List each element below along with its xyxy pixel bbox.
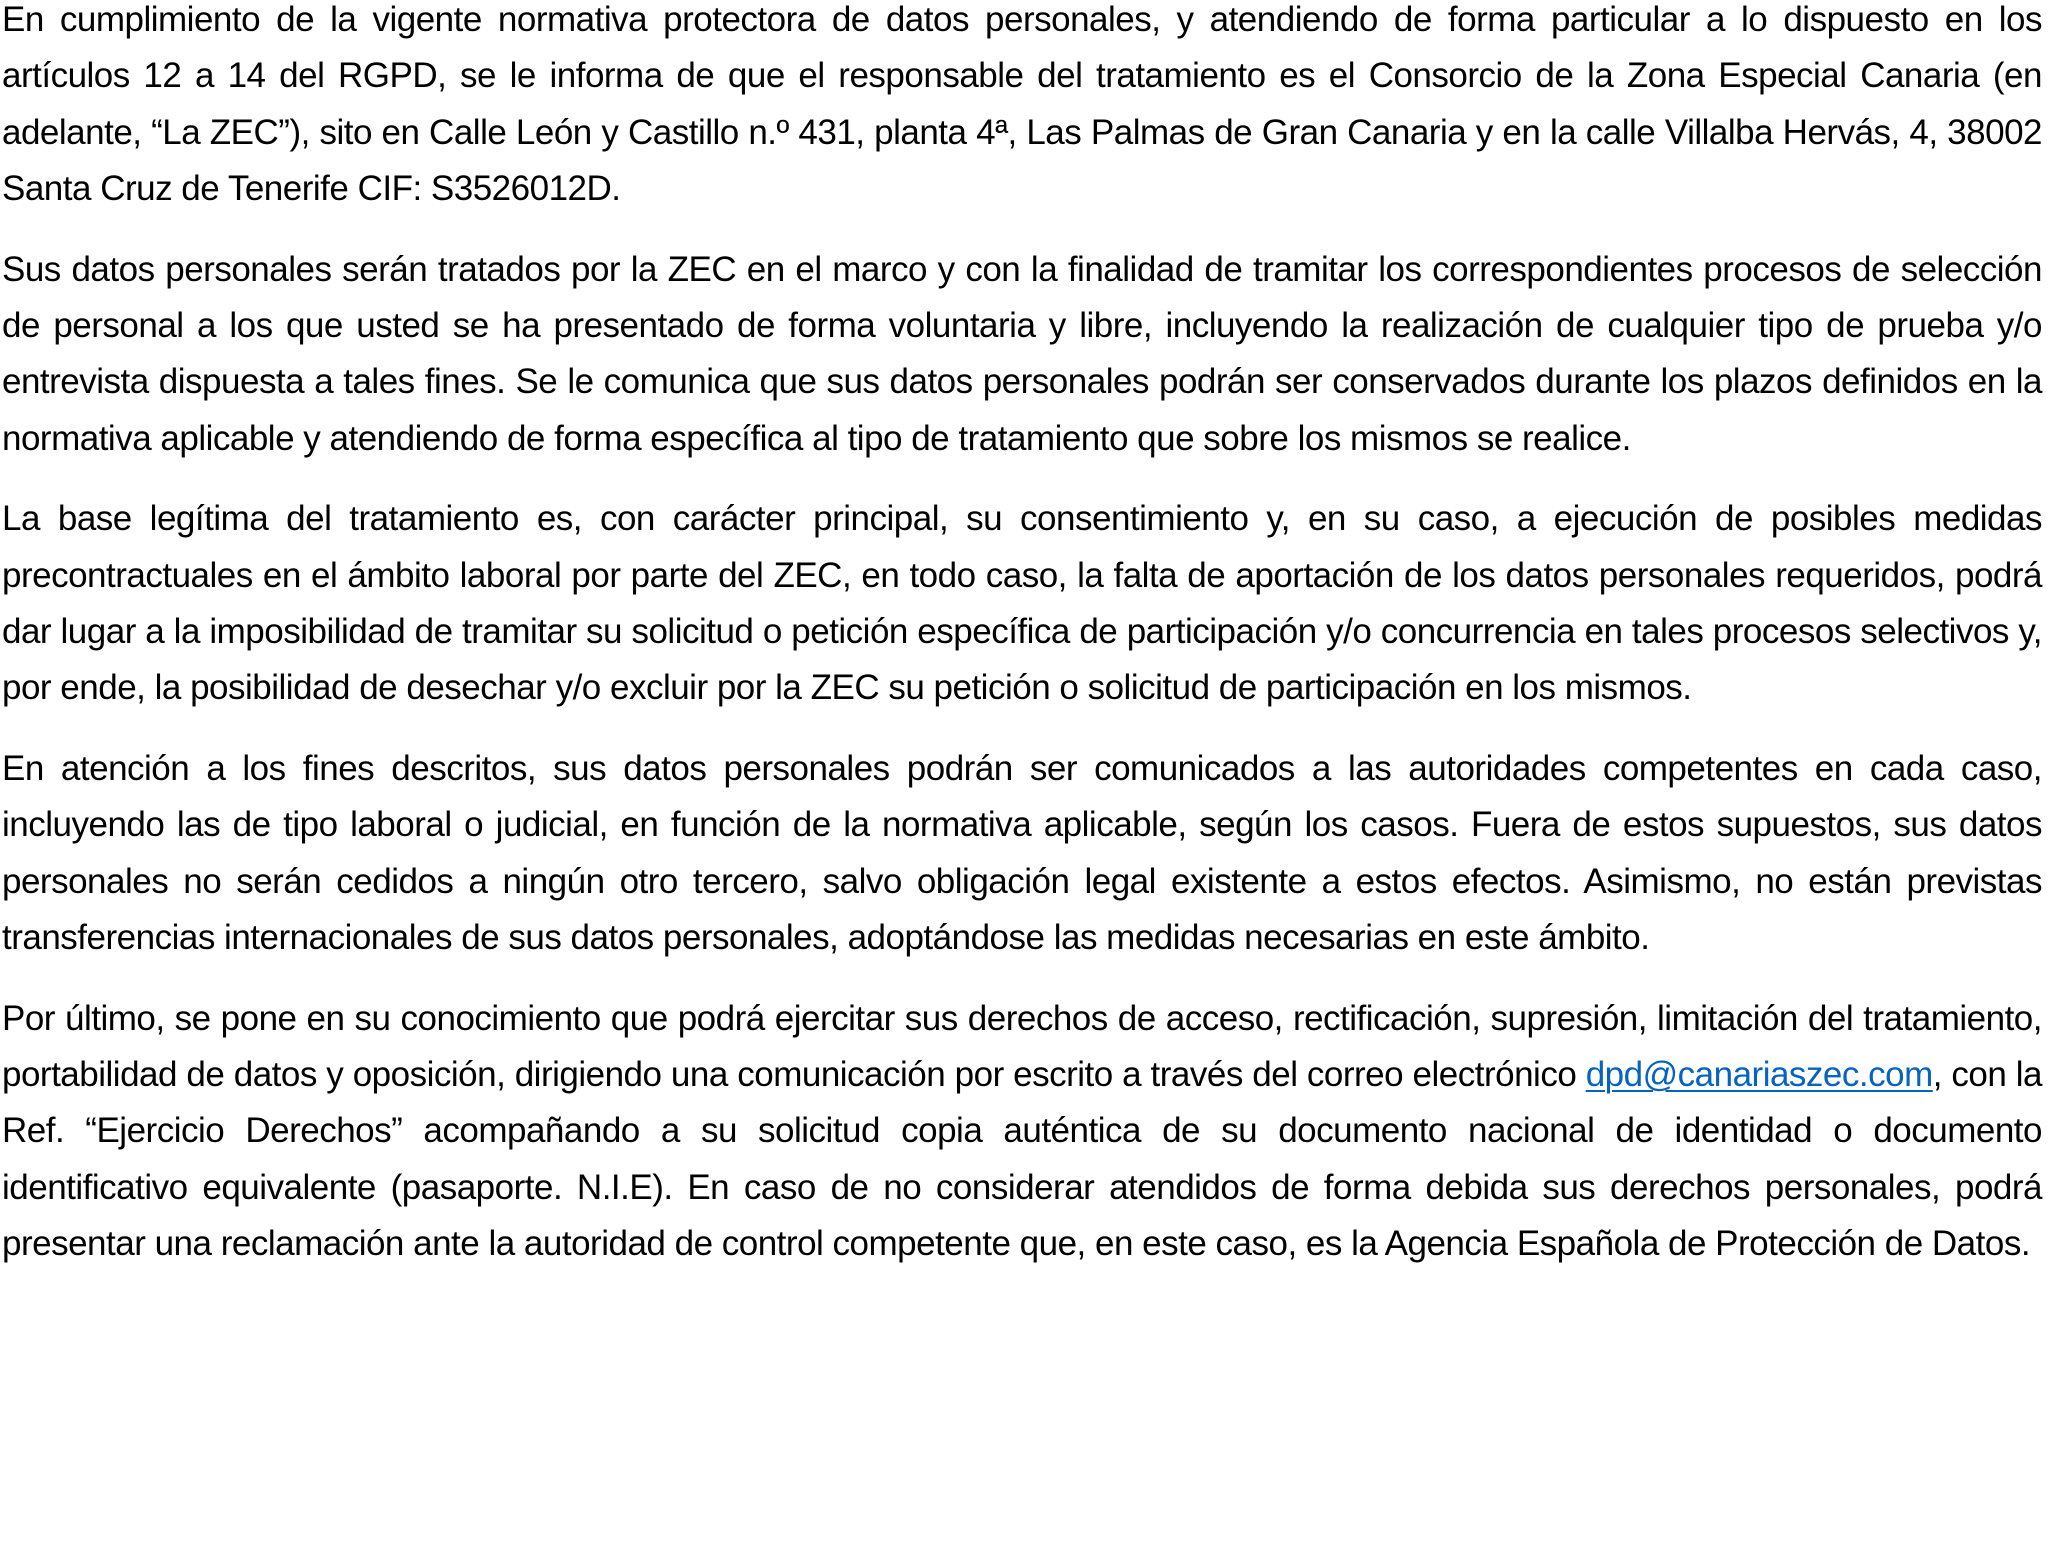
paragraph-data-rights xyxy=(2,991,2042,1273)
paragraph-processing-purpose: Sus datos personales serán tratados por la ZEC en el marco y con la finalidad de tramitar los correspondientes procesos de selección de personal a los que usted se ha presentado de forma voluntaria y libre, incluyendo la realización de cualquier tipo de prueba y/o entrevista dispuesta a tales fines. Se le comunica que sus datos personales podrán ser conservados durante los plazos definidos en la normativa aplicable y atendiendo de forma específica al tipo de tratamiento que sobre los mismos se realice. xyxy=(2,249,2042,458)
paragraph-data-recipients: En atención a los fines descritos, sus datos personales podrán ser comunicados a las autoridades competentes en cada caso, incluyendo las de tipo laboral o judicial, en función de la normativa aplicable, según los casos. Fuera de estos supuestos, sus datos personales no serán cedidos a ningún otro tercero, salvo obligación legal existente a estos efectos. Asimismo, no están previstas transferencias internacionales de sus datos personales, adoptándose las medidas necesarias en este ámbito. xyxy=(2,748,2042,958)
paragraph-legal-basis: La base legítima del tratamiento es, con carácter principal, su consentimiento y, en su caso, a ejecución de posibles medidas precontractuales en el ámbito laboral por parte del ZEC, en todo caso, la falta de aportación de los datos personales requeridos, podrá dar lugar a la imposibilidad de tramitar su solicitud o petición específica de participación y/o concurrencia en tales procesos selectivos y, por ende, la posibilidad de desechar y/o excluir por la ZEC su petición o solicitud de participación en los mismos. xyxy=(2,499,2042,708)
dpd-email-link[interactable]: dpd@canariaszec.com xyxy=(1585,1054,1933,1094)
paragraph-data-controller: En cumplimiento de la vigente normativa protectora de datos personales, y atendiendo de forma particular a lo dispuesto en los artículos 12 a 14 del RGPD, se le informa de que el responsable del tratamiento es el Consorcio de la Zona Especial Canaria (en adelante, “La ZEC”), sito en Calle León y Castillo n.º 431, planta 4ª, Las Palmas de Gran Canaria y en la calle Villalba Hervás, 4, 38002 Santa Cruz de Tenerife CIF: S3526012D. xyxy=(2,0,2042,209)
rights-text-before-link: Por último, se pone en su conocimiento que podrá ejercitar sus derechos de acceso, rectificación, supresión, limitación del tratamiento, portabilidad de datos y oposición, dirigiendo una comunicación por escrito a través del correo electrónico xyxy=(2,998,2042,1094)
rights-text-after-link: , con la Ref. “Ejercicio Derechos” acompañando a su solicitud copia auténtica de su documento nacional de identidad o documento identificativo equivalente (pasaporte. N.I.E). En caso de no considerar atendidos de forma debida sus derechos personales, podrá presentar una reclamación ante la autoridad de control competente que, en este caso, es la Agencia Española de Protección de Datos. xyxy=(2,1054,2042,1264)
document-body xyxy=(2,0,2042,1273)
